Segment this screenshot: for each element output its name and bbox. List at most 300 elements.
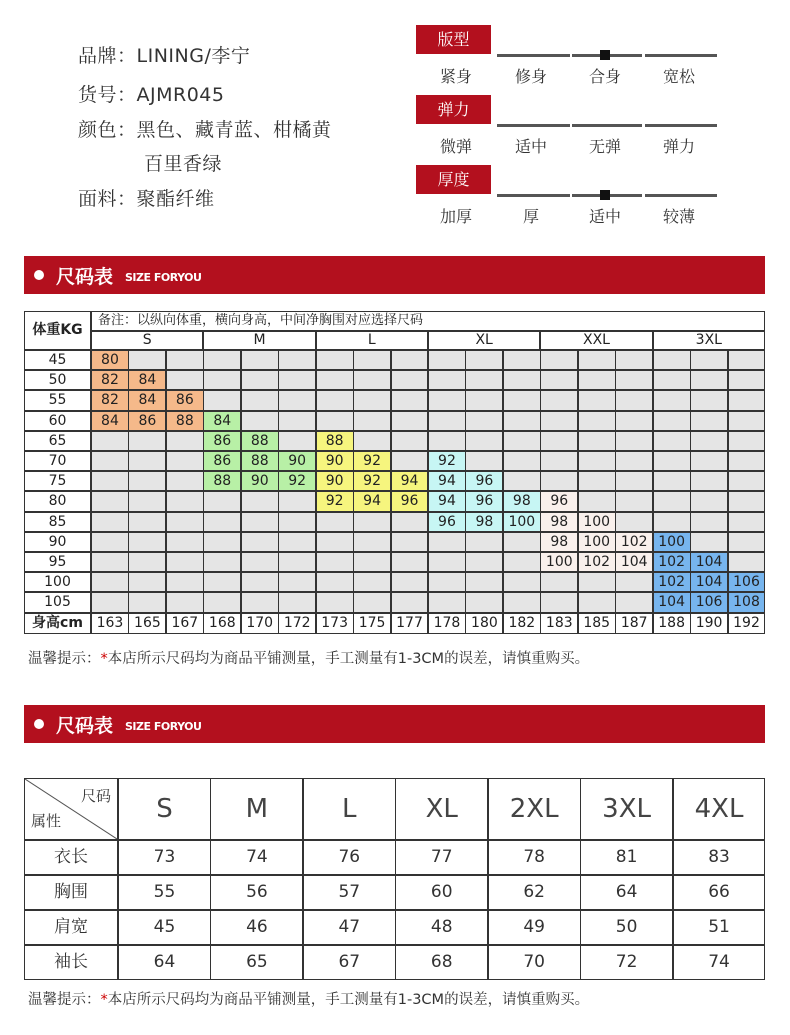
chest-cell	[728, 471, 766, 491]
measure-value: 45	[118, 910, 211, 945]
tip-note-1	[28, 647, 589, 668]
corner-bottom-label: 属性	[31, 812, 62, 830]
chest-cell	[316, 350, 354, 370]
chest-cell	[391, 552, 429, 572]
measure-value: 56	[210, 875, 303, 910]
chest-cell	[653, 471, 691, 491]
chest-cell	[728, 350, 766, 370]
measure-value: 67	[303, 945, 396, 980]
chest-cell: 80	[91, 350, 129, 370]
chest-cell	[353, 512, 391, 532]
chest-cell	[316, 572, 354, 592]
measure-value: 77	[395, 840, 488, 875]
chest-cell	[241, 552, 279, 572]
chest-cell	[615, 370, 653, 390]
measure-size-header: S	[118, 778, 211, 840]
chest-cell: 92	[316, 491, 354, 511]
chest-cell	[428, 431, 466, 451]
height-value: 183	[540, 613, 578, 634]
chest-cell	[540, 471, 578, 491]
chest-cell	[503, 390, 541, 410]
chest-cell	[465, 592, 503, 612]
chest-cell: 90	[278, 451, 316, 471]
measure-value: 50	[580, 910, 673, 945]
scale-option: 弹力	[662, 137, 695, 156]
chest-cell	[728, 451, 766, 471]
chest-cell	[578, 431, 616, 451]
chest-cell	[278, 370, 316, 390]
scale-line	[645, 124, 717, 127]
chest-cell	[391, 572, 429, 592]
measure-banner	[24, 705, 765, 743]
bullet-icon	[34, 719, 44, 729]
chest-cell	[203, 552, 241, 572]
chest-cell	[278, 350, 316, 370]
chest-cell	[128, 572, 166, 592]
chest-cell	[203, 350, 241, 370]
chest-cell	[278, 390, 316, 410]
chest-cell	[203, 532, 241, 552]
chest-cell: 102	[653, 552, 691, 572]
chest-cell	[503, 451, 541, 471]
chest-cell	[653, 491, 691, 511]
chest-cell	[728, 552, 766, 572]
measure-value: 78	[488, 840, 581, 875]
chest-cell	[353, 370, 391, 390]
chest-cell: 90	[316, 471, 354, 491]
chest-cell	[503, 572, 541, 592]
tip-star: *	[100, 992, 108, 1008]
chest-cell	[166, 512, 204, 532]
chest-cell: 90	[316, 451, 354, 471]
weight-label: 45	[24, 350, 91, 370]
chest-cell	[690, 532, 728, 552]
chest-cell	[166, 491, 204, 511]
chest-cell: 106	[690, 592, 728, 612]
height-value: 182	[503, 613, 541, 634]
chest-cell	[653, 370, 691, 390]
chest-cell	[203, 512, 241, 532]
weight-label: 105	[24, 592, 91, 612]
chest-cell	[391, 350, 429, 370]
height-value: 165	[128, 613, 166, 634]
measure-size-header: 3XL	[580, 778, 673, 840]
chest-cell	[465, 552, 503, 572]
chest-cell	[353, 552, 391, 572]
measure-value: 73	[118, 840, 211, 875]
chest-cell	[278, 431, 316, 451]
color-row	[78, 115, 332, 142]
chest-cell	[615, 350, 653, 370]
chest-cell	[241, 491, 279, 511]
weight-label: 80	[24, 491, 91, 511]
chest-cell	[128, 552, 166, 572]
chest-cell: 86	[128, 411, 166, 431]
chest-cell	[728, 491, 766, 511]
chest-cell: 84	[203, 411, 241, 431]
chest-cell	[128, 350, 166, 370]
chest-cell	[166, 572, 204, 592]
chest-cell: 96	[465, 491, 503, 511]
measure-row-label: 肩宽	[24, 910, 118, 945]
scale-line	[497, 54, 570, 57]
tip-text: 本店所示尺码均为商品平铺测量，手工测量有1-3CM的误差，请慎重购买。	[107, 992, 590, 1008]
chest-cell	[391, 592, 429, 612]
chest-cell	[428, 350, 466, 370]
chest-cell: 102	[578, 552, 616, 572]
chest-cell	[428, 532, 466, 552]
chest-cell: 98	[503, 491, 541, 511]
weight-label: 70	[24, 451, 91, 471]
chest-cell	[353, 390, 391, 410]
chest-cell	[278, 592, 316, 612]
corner-top-label: 尺码	[80, 787, 111, 805]
chest-cell	[166, 592, 204, 612]
chest-cell	[278, 411, 316, 431]
chest-cell	[503, 370, 541, 390]
chest-cell: 104	[615, 552, 653, 572]
chest-cell: 96	[540, 491, 578, 511]
scale-option: 微弹	[439, 137, 472, 156]
banner-title: 尺码表	[56, 715, 114, 737]
chest-cell: 106	[728, 572, 766, 592]
scale-option: 宽松	[662, 67, 695, 86]
chest-cell: 104	[690, 552, 728, 572]
measure-value: 57	[303, 875, 396, 910]
attribute-tag: 版型	[416, 25, 491, 54]
scale-option: 紧身	[439, 67, 472, 86]
color-label: 颜色：	[78, 119, 137, 141]
measure-value: 81	[580, 840, 673, 875]
scale-marker-icon	[600, 50, 610, 60]
measure-row-label: 衣长	[24, 840, 118, 875]
chest-cell	[91, 592, 129, 612]
height-value: 172	[278, 613, 316, 634]
chest-cell	[428, 592, 466, 612]
color-value: 黑色、藏青蓝、柑橘黄	[136, 119, 332, 141]
size-header: 3XL	[653, 331, 765, 350]
tip-prefix: 温馨提示：	[28, 651, 101, 667]
chest-cell	[540, 451, 578, 471]
chest-cell: 92	[353, 471, 391, 491]
scale-marker-icon	[600, 190, 610, 200]
chest-cell	[166, 471, 204, 491]
measure-value: 72	[580, 945, 673, 980]
scale-option: 无弹	[588, 137, 621, 156]
chest-cell	[241, 350, 279, 370]
chest-cell: 102	[653, 572, 691, 592]
chest-cell	[241, 390, 279, 410]
measure-size-header: 2XL	[488, 778, 581, 840]
chest-cell	[91, 451, 129, 471]
chest-cell	[690, 512, 728, 532]
weight-label: 95	[24, 552, 91, 572]
banner-subtitle: SIZE FORYOU	[125, 271, 202, 284]
chest-cell	[91, 552, 129, 572]
size-header: XL	[428, 331, 540, 350]
scale-option: 加厚	[439, 207, 472, 226]
chest-cell	[428, 390, 466, 410]
chest-cell	[166, 350, 204, 370]
weight-label: 65	[24, 431, 91, 451]
chest-cell	[465, 451, 503, 471]
chest-cell	[391, 431, 429, 451]
height-value: 178	[428, 613, 466, 634]
measure-value: 51	[673, 910, 766, 945]
chest-cell	[353, 532, 391, 552]
chest-cell	[428, 411, 466, 431]
chest-cell	[91, 512, 129, 532]
size-header: L	[316, 331, 428, 350]
chest-cell	[540, 390, 578, 410]
chest-cell: 100	[540, 552, 578, 572]
scale-line	[645, 194, 717, 197]
chest-cell	[91, 572, 129, 592]
chest-cell	[353, 592, 391, 612]
measure-value: 74	[673, 945, 766, 980]
chest-cell	[615, 572, 653, 592]
chest-cell	[241, 512, 279, 532]
chest-cell	[503, 471, 541, 491]
measure-value: 74	[210, 840, 303, 875]
sku-value: AJMR045	[136, 84, 225, 106]
size-header: S	[91, 331, 203, 350]
measure-value: 55	[118, 875, 211, 910]
chest-cell	[615, 592, 653, 612]
chest-cell	[690, 471, 728, 491]
chest-cell	[391, 512, 429, 532]
chest-cell	[465, 411, 503, 431]
chest-cell	[578, 390, 616, 410]
chest-cell	[615, 411, 653, 431]
measure-value: 62	[488, 875, 581, 910]
chest-cell	[578, 411, 616, 431]
weight-label: 55	[24, 390, 91, 410]
chest-cell	[578, 471, 616, 491]
chest-cell: 88	[241, 431, 279, 451]
chest-cell	[540, 431, 578, 451]
height-value: 163	[91, 613, 129, 634]
chest-cell	[615, 471, 653, 491]
brand-value: LINING/李宁	[136, 45, 251, 67]
chest-cell	[653, 451, 691, 471]
chest-cell	[316, 532, 354, 552]
fabric-value: 聚酯纤维	[136, 188, 215, 210]
chest-cell	[316, 512, 354, 532]
scale-option: 较薄	[662, 207, 695, 226]
chest-cell	[91, 471, 129, 491]
measure-value: 83	[673, 840, 766, 875]
chest-cell	[391, 532, 429, 552]
chest-cell	[128, 592, 166, 612]
measure-value: 46	[210, 910, 303, 945]
measure-size-header: L	[303, 778, 396, 840]
chest-cell	[353, 350, 391, 370]
chest-cell	[615, 512, 653, 532]
measure-value: 76	[303, 840, 396, 875]
chest-cell: 86	[203, 451, 241, 471]
chest-cell: 92	[278, 471, 316, 491]
measure-value: 48	[395, 910, 488, 945]
chest-cell: 96	[391, 491, 429, 511]
height-value: 175	[353, 613, 391, 634]
banner-subtitle: SIZE FORYOU	[125, 720, 202, 733]
chest-cell	[428, 370, 466, 390]
chest-cell: 88	[316, 431, 354, 451]
tip-note-2	[28, 988, 589, 1009]
weight-label: 50	[24, 370, 91, 390]
chest-cell	[503, 532, 541, 552]
height-value: 167	[166, 613, 204, 634]
chest-cell	[128, 471, 166, 491]
chest-cell	[128, 491, 166, 511]
measure-value: 47	[303, 910, 396, 945]
banner-title: 尺码表	[56, 266, 114, 288]
chest-cell	[166, 431, 204, 451]
chest-cell: 100	[503, 512, 541, 532]
chest-cell	[728, 431, 766, 451]
chest-cell: 100	[578, 512, 616, 532]
chest-cell	[241, 532, 279, 552]
chest-cell	[128, 532, 166, 552]
chest-cell	[578, 350, 616, 370]
size-chart-banner	[24, 256, 765, 294]
chest-cell	[203, 592, 241, 612]
chest-cell	[278, 512, 316, 532]
chest-cell: 88	[203, 471, 241, 491]
scale-line	[497, 194, 570, 197]
bullet-icon	[34, 270, 44, 280]
chest-cell	[578, 572, 616, 592]
chest-cell	[690, 431, 728, 451]
chest-cell	[728, 532, 766, 552]
scale-option: 适中	[588, 207, 621, 226]
measure-value: 66	[673, 875, 766, 910]
attribute-tag: 厚度	[416, 165, 491, 194]
chest-cell: 94	[353, 491, 391, 511]
height-value: 180	[465, 613, 503, 634]
chest-cell: 98	[540, 532, 578, 552]
chest-cell: 88	[241, 451, 279, 471]
chest-cell	[728, 411, 766, 431]
chest-cell: 96	[465, 471, 503, 491]
chest-cell: 104	[690, 572, 728, 592]
chest-cell	[241, 370, 279, 390]
scale-option: 适中	[514, 137, 547, 156]
chest-cell	[353, 572, 391, 592]
chest-cell	[166, 451, 204, 471]
chest-cell	[615, 451, 653, 471]
chest-cell	[91, 431, 129, 451]
weight-label: 60	[24, 411, 91, 431]
chest-cell: 84	[91, 411, 129, 431]
measure-size-header: XL	[395, 778, 488, 840]
chest-cell	[428, 552, 466, 572]
chest-cell: 90	[241, 471, 279, 491]
height-value: 173	[316, 613, 354, 634]
scale-line	[645, 54, 717, 57]
chest-cell	[353, 411, 391, 431]
chest-cell: 84	[128, 390, 166, 410]
chest-cell: 86	[166, 390, 204, 410]
height-value: 185	[578, 613, 616, 634]
chest-cell	[128, 431, 166, 451]
chest-cell	[540, 350, 578, 370]
weight-label: 75	[24, 471, 91, 491]
chest-cell	[503, 411, 541, 431]
chest-cell	[428, 572, 466, 592]
fabric-label: 面料：	[78, 188, 137, 210]
chest-cell: 86	[203, 431, 241, 451]
chest-cell	[278, 532, 316, 552]
weight-corner-label: 体重KG	[24, 311, 91, 350]
measure-value: 60	[395, 875, 488, 910]
chest-cell	[465, 370, 503, 390]
chest-cell: 104	[653, 592, 691, 612]
chest-cell	[690, 451, 728, 471]
measure-size-header: 4XL	[673, 778, 766, 840]
chest-cell	[166, 552, 204, 572]
brand-row	[78, 41, 250, 68]
tip-star: *	[100, 651, 108, 667]
chest-cell	[203, 390, 241, 410]
chest-cell	[128, 512, 166, 532]
chest-cell	[653, 390, 691, 410]
chest-cell	[653, 431, 691, 451]
chest-cell	[203, 572, 241, 592]
chest-cell	[391, 370, 429, 390]
chest-cell	[203, 491, 241, 511]
chest-cell: 100	[578, 532, 616, 552]
chest-cell	[316, 390, 354, 410]
chest-cell	[540, 411, 578, 431]
measure-value: 64	[118, 945, 211, 980]
scale-line	[572, 124, 642, 127]
chest-cell	[503, 350, 541, 370]
chest-cell	[316, 552, 354, 572]
chest-cell	[241, 592, 279, 612]
chest-cell	[166, 370, 204, 390]
scale-option: 合身	[588, 67, 621, 86]
chest-cell: 82	[91, 390, 129, 410]
chest-cell	[465, 390, 503, 410]
chest-cell: 92	[428, 451, 466, 471]
size-header: XXL	[540, 331, 652, 350]
chest-cell: 96	[428, 512, 466, 532]
chest-cell	[578, 370, 616, 390]
chest-cell	[91, 491, 129, 511]
measure-value: 68	[395, 945, 488, 980]
chest-cell	[540, 370, 578, 390]
chest-cell: 94	[428, 491, 466, 511]
height-label: 身高cm	[24, 613, 91, 634]
height-value: 190	[690, 613, 728, 634]
measure-value: 49	[488, 910, 581, 945]
measure-row-label: 袖长	[24, 945, 118, 980]
chest-cell	[278, 491, 316, 511]
sku-row	[78, 80, 224, 107]
chest-cell	[278, 552, 316, 572]
chest-cell	[391, 390, 429, 410]
measure-size-header: M	[210, 778, 303, 840]
chest-cell: 102	[615, 532, 653, 552]
chest-cell	[241, 572, 279, 592]
tip-prefix: 温馨提示：	[28, 992, 101, 1008]
chest-cell	[578, 451, 616, 471]
measure-value: 65	[210, 945, 303, 980]
chest-cell	[316, 411, 354, 431]
measure-value: 70	[488, 945, 581, 980]
